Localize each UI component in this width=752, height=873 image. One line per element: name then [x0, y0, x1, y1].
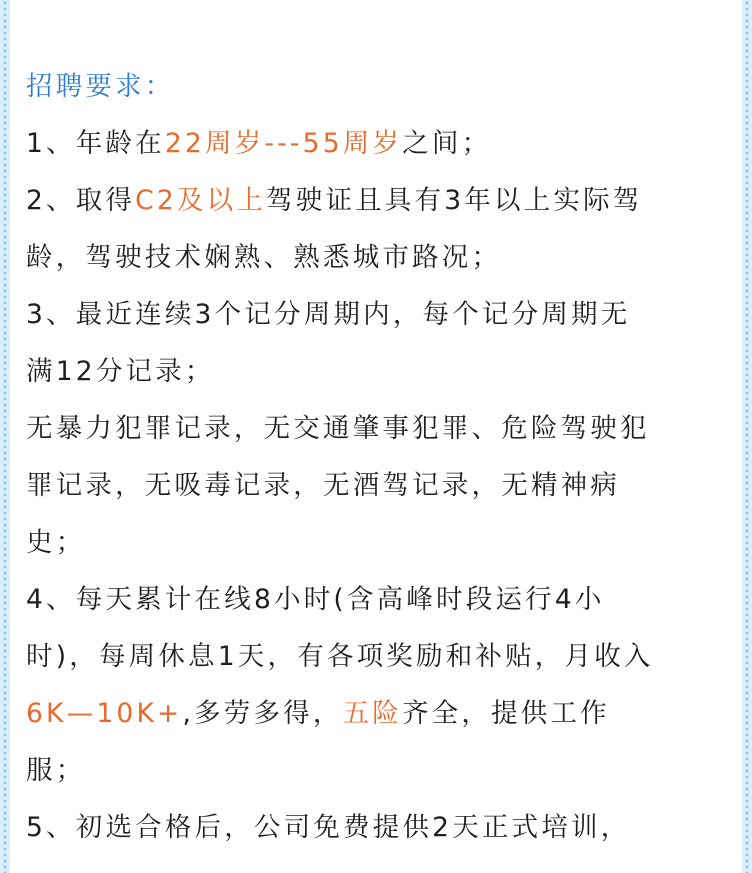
income-range: 6K—10K+: [26, 698, 183, 729]
requirement-record-line2: 罪记录，无吸毒记录，无酒驾记录，无精神病: [26, 470, 620, 501]
recruitment-requirements: [26, 58, 732, 856]
requirement-income: [26, 685, 732, 742]
requirement-hours-line2: 时)，每周休息1天，有各项奖励和补贴，月收入: [26, 641, 654, 672]
age-prefix: 1、年龄在: [26, 128, 165, 159]
requirement-income-line4: 服；: [26, 755, 86, 786]
dotted-border-left: [0, 0, 10, 873]
license-class: C2及以上: [135, 185, 267, 216]
requirement-points: 3、最近连续3个记分周期内，每个记分周期无: [26, 299, 631, 330]
insurance-label: 五险: [342, 698, 402, 729]
requirement-hours: 4、每天累计在线8小时(含高峰时段运行4小: [26, 584, 605, 615]
income-suffix: 齐全，提供工作: [401, 698, 610, 729]
section-title: 招聘要求：: [26, 71, 175, 102]
income-mid: ,多劳多得，: [182, 698, 343, 729]
age-range: 22周岁---55周岁: [164, 128, 403, 159]
dotted-border-right: [742, 0, 752, 873]
requirement-points-line2: 满12分记录；: [26, 356, 215, 387]
requirement-record-line3: 史；: [26, 527, 86, 558]
requirement-license-line2: 龄，驾驶技术娴熟、熟悉城市路况；: [26, 242, 502, 273]
requirement-record: 无暴力犯罪记录，无交通肇事犯罪、危险驾驶犯: [26, 413, 650, 444]
license-prefix: 2、取得: [26, 185, 136, 216]
requirement-age: [26, 115, 732, 172]
requirement-training: 5、初选合格后，公司免费提供2天正式培训，: [26, 812, 631, 843]
license-suffix: 驾驶证且具有3年以上实际驾: [266, 185, 643, 216]
requirement-license: [26, 172, 732, 229]
age-suffix: 之间；: [402, 128, 492, 159]
